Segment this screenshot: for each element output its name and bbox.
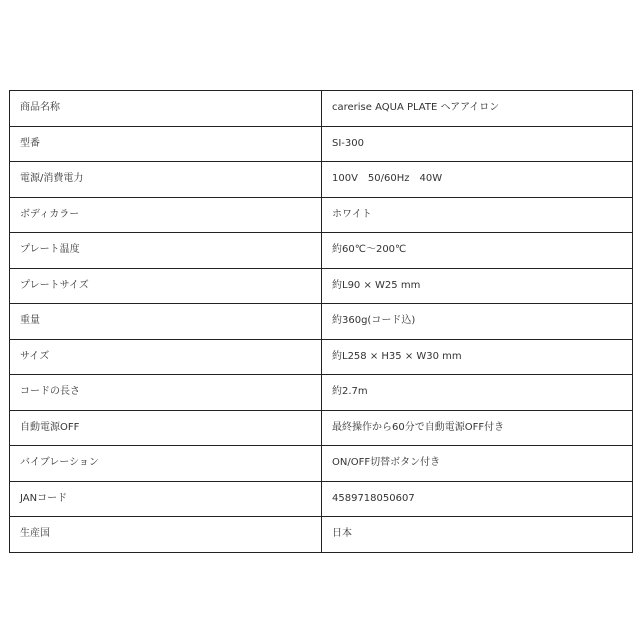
spec-value-cord-length: 約2.7m bbox=[322, 375, 633, 411]
table-row bbox=[10, 375, 633, 411]
table-row bbox=[10, 162, 633, 198]
spec-value-product-name: carerise AQUA PLATE ヘアアイロン bbox=[322, 91, 633, 127]
spec-label-plate-temperature: プレート温度 bbox=[10, 233, 322, 269]
table-row bbox=[10, 268, 633, 304]
spec-label-model-number: 型番 bbox=[10, 126, 322, 162]
spec-label-power: 電源/消費電力 bbox=[10, 162, 322, 198]
spec-label-plate-size: プレートサイズ bbox=[10, 268, 322, 304]
table-row bbox=[10, 91, 633, 127]
spec-value-auto-power-off: 最終操作から60分で自動電源OFF付き bbox=[322, 410, 633, 446]
spec-label-jan-code: JANコード bbox=[10, 481, 322, 517]
table-row bbox=[10, 126, 633, 162]
spec-value-model-number: SI-300 bbox=[322, 126, 633, 162]
table-row bbox=[10, 233, 633, 269]
spec-value-power: 100V 50/60Hz 40W bbox=[322, 162, 633, 198]
spec-label-auto-power-off: 自動電源OFF bbox=[10, 410, 322, 446]
spec-label-weight: 重量 bbox=[10, 304, 322, 340]
spec-label-product-name: 商品名称 bbox=[10, 91, 322, 127]
spec-value-country-of-origin: 日本 bbox=[322, 517, 633, 553]
spec-label-country-of-origin: 生産国 bbox=[10, 517, 322, 553]
spec-value-plate-temperature: 約60℃〜200℃ bbox=[322, 233, 633, 269]
table-row bbox=[10, 517, 633, 553]
spec-value-jan-code: 4589718050607 bbox=[322, 481, 633, 517]
spec-value-vibration: ON/OFF切替ボタン付き bbox=[322, 446, 633, 482]
spec-value-size: 約L258 × H35 × W30 mm bbox=[322, 339, 633, 375]
table-row bbox=[10, 339, 633, 375]
spec-label-body-color: ボディカラー bbox=[10, 197, 322, 233]
spec-label-size: サイズ bbox=[10, 339, 322, 375]
table-row bbox=[10, 197, 633, 233]
spec-table bbox=[9, 90, 633, 553]
spec-label-cord-length: コードの長さ bbox=[10, 375, 322, 411]
spec-value-weight: 約360g(コード込) bbox=[322, 304, 633, 340]
spec-value-plate-size: 約L90 × W25 mm bbox=[322, 268, 633, 304]
table-row bbox=[10, 304, 633, 340]
spec-value-body-color: ホワイト bbox=[322, 197, 633, 233]
table-row bbox=[10, 446, 633, 482]
spec-label-vibration: バイブレーション bbox=[10, 446, 322, 482]
table-row bbox=[10, 481, 633, 517]
table-row bbox=[10, 410, 633, 446]
